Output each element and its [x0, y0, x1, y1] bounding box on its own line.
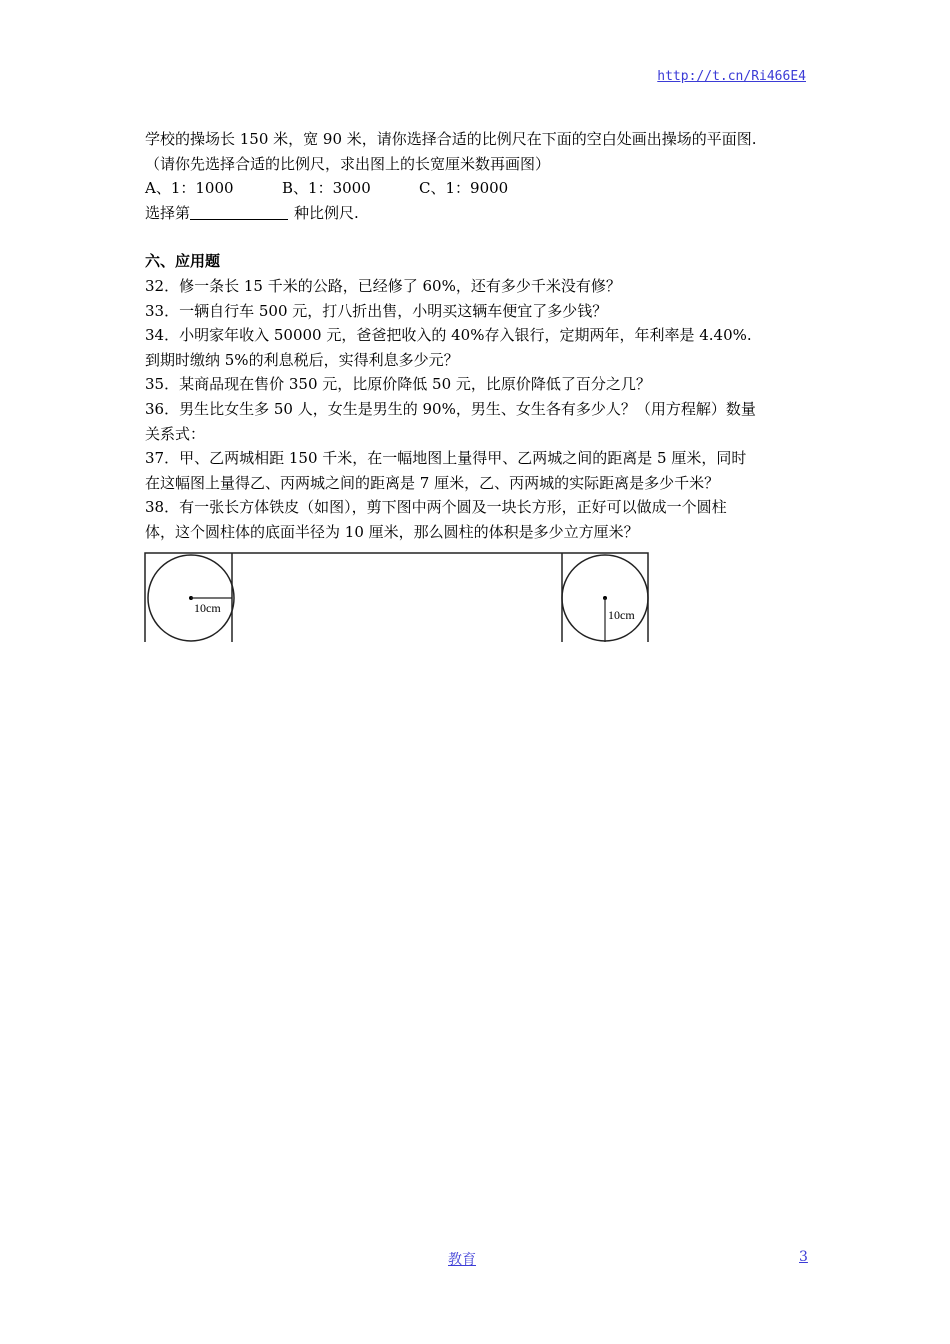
question-37-line2: 在这幅图上量得乙、丙两城之间的距离是 7 厘米，乙、丙两城的实际距离是多少千米？: [145, 473, 720, 492]
header-link[interactable]: http://t.cn/Ri466E4: [657, 69, 806, 84]
question-34-line1: 34．小明家年收入 50000 元，爸爸把收入的 40%存入银行，定期两年，年利率是 4.40%.: [145, 326, 752, 345]
question-32: 32．修一条长 15 千米的公路，已经修了 60%，还有多少千米没有修？: [145, 276, 621, 295]
answer-blank[interactable]: [190, 203, 288, 220]
scale-answer-line: [145, 201, 810, 226]
scale-question-line2: （请你先选择合适的比例尺，求出图上的长宽厘米数再画图）: [145, 154, 551, 173]
page-number[interactable]: 3: [799, 1249, 808, 1265]
question-34-line2: 到期时缴纳 5%的利息税后，实得利息多少元？: [145, 350, 459, 369]
page-content: [145, 127, 810, 545]
answer-prefix: 选择第: [145, 203, 191, 222]
question-38-line2: 体，这个圆柱体的底面半径为 10 厘米，那么圆柱的体积是多少立方厘米？: [145, 522, 639, 541]
answer-suffix: 种比例尺.: [294, 203, 359, 222]
question-33: 33．一辆自行车 500 元，打八折出售，小明买这辆车便宜了多少钱？: [145, 301, 608, 320]
option-b: B、1：3000: [282, 179, 371, 198]
left-radius-label: 10cm: [194, 601, 221, 615]
right-radius-label: 10cm: [608, 608, 635, 622]
footer-label[interactable]: 教育: [448, 1252, 476, 1268]
option-a: A、1：1000: [145, 179, 234, 198]
option-c: C、1：9000: [419, 179, 509, 198]
question-35: 35．某商品现在售价 350 元，比原价降低 50 元，比原价降低了百分之几？: [145, 375, 651, 394]
question-36-line1: 36．男生比女生多 50 人，女生是男生的 90%，男生、女生各有多少人？（用方程解）数量: [145, 399, 756, 418]
scale-options: [145, 176, 810, 201]
section-title: 六、应用题: [145, 252, 221, 271]
question-36-line2: 关系式：: [145, 424, 206, 443]
question-37-line1: 37．甲、乙两城相距 150 千米，在一幅地图上量得甲、乙两城之间的距离是 5 厘米，同时: [145, 449, 747, 468]
question-38-line1: 38．有一张长方体铁皮（如图），剪下图中两个圆及一块长方形，正好可以做成一个圆柱: [145, 498, 727, 517]
scale-question-line1: 学校的操场长 150 米，宽 90 米，请你选择合适的比例尺在下面的空白处画出操场的平面图.: [145, 130, 757, 148]
iron-sheet-figure: [144, 552, 649, 642]
